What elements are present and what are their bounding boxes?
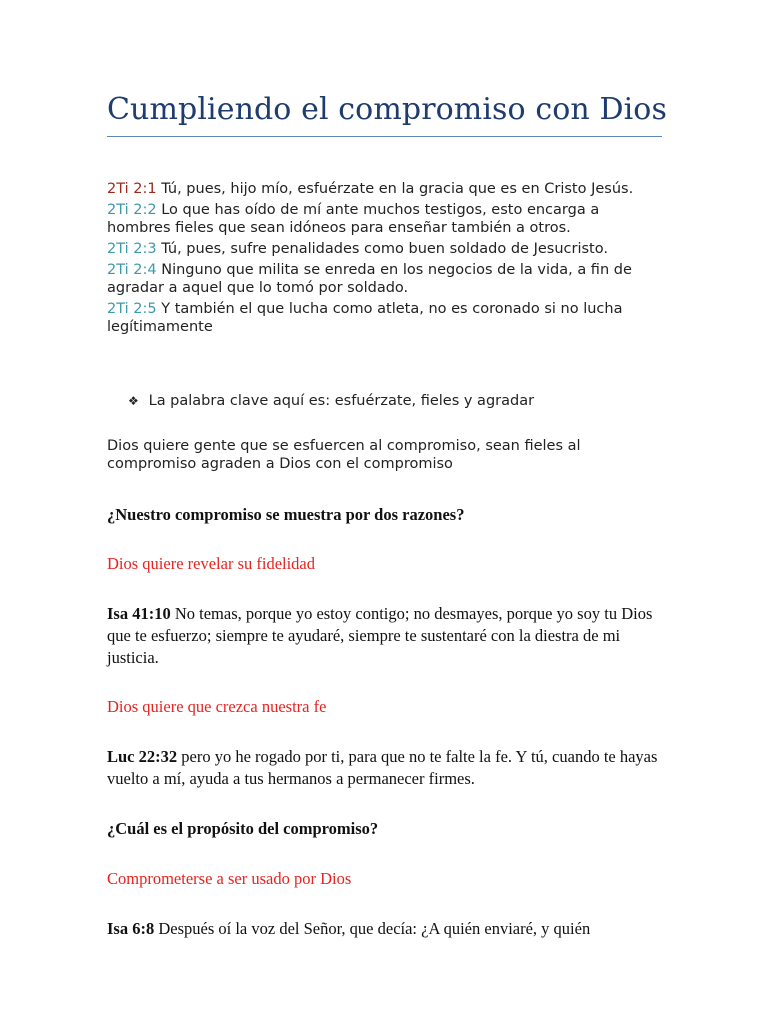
verse-reference: 2Ti 2:2	[107, 202, 157, 218]
section-heading: ¿Nuestro compromiso se muestra por dos razones?	[107, 505, 465, 524]
diamond-bullet-icon: ❖	[128, 394, 139, 408]
verse-text: pero yo he rogado por ti, para que no te falte la fe. Y tú, cuando te hayas vuelto a mí, ayuda a tus hermanos a permanecer firmes.	[107, 747, 658, 788]
verse-2ti-2-3	[107, 240, 667, 258]
verse-reference: 2Ti 2:5	[107, 301, 157, 317]
verse-list	[107, 180, 667, 339]
subheading-faith: Dios quiere que crezca nuestra fe	[107, 697, 327, 716]
subheading-fidelity: Dios quiere revelar su fidelidad	[107, 554, 316, 573]
verse-text: Y también el que lucha como atleta, no es coronado si no lucha legítimamente	[107, 301, 623, 335]
verse-isa-41-10	[107, 603, 667, 669]
verse-text: Después oí la voz del Señor, que decía: ¿A quién enviaré, y quién	[154, 919, 591, 938]
subheading-commitment: Comprometerse a ser usado por Dios	[107, 869, 352, 888]
verse-reference: 2Ti 2:3	[107, 241, 157, 257]
verse-text: Ninguno que milita se enreda en los negocios de la vida, a fin de agradar a aquel que lo tomó por soldado.	[107, 262, 632, 296]
verse-reference: 2Ti 2:4	[107, 262, 157, 278]
verse-text: Tú, pues, hijo mío, esfuérzate en la gracia que es en Cristo Jesús.	[156, 181, 634, 197]
intro-paragraph: Dios quiere gente que se esfuercen al compromiso, sean fieles al compromiso agraden a Dios con el compromiso	[107, 438, 581, 472]
verse-reference: Isa 6:8	[107, 919, 155, 938]
verse-2ti-2-4	[107, 261, 667, 297]
verse-luc-22-32	[107, 746, 667, 790]
verse-reference: 2Ti 2:1	[107, 181, 157, 197]
verse-text: Tú, pues, sufre penalidades como buen soldado de Jesucristo.	[156, 241, 608, 257]
verse-2ti-2-1	[107, 180, 667, 198]
page-title: Cumpliendo el compromiso con Dios	[107, 92, 667, 127]
verse-text: No temas, porque yo estoy contigo; no desmayes, porque yo soy tu Dios que te esfuerzo; siempre te ayudaré, siempre te sustentaré con la diestra de mi justicia.	[107, 604, 653, 667]
verse-reference: Isa 41:10	[107, 604, 171, 623]
verse-2ti-2-5	[107, 300, 667, 336]
title-underline	[107, 136, 662, 137]
section-heading: ¿Cuál es el propósito del compromiso?	[107, 819, 379, 838]
verse-2ti-2-2	[107, 201, 667, 237]
verse-text: Lo que has oído de mí ante muchos testigos, esto encarga a hombres fieles que sean idóneos para enseñar también a otros.	[107, 202, 600, 236]
key-words-bullet	[128, 392, 668, 410]
bullet-text: La palabra clave aquí es: esfuérzate, fieles y agradar	[148, 393, 535, 409]
verse-reference: Luc 22:32	[107, 747, 178, 766]
verse-isa-6-8	[107, 918, 667, 940]
